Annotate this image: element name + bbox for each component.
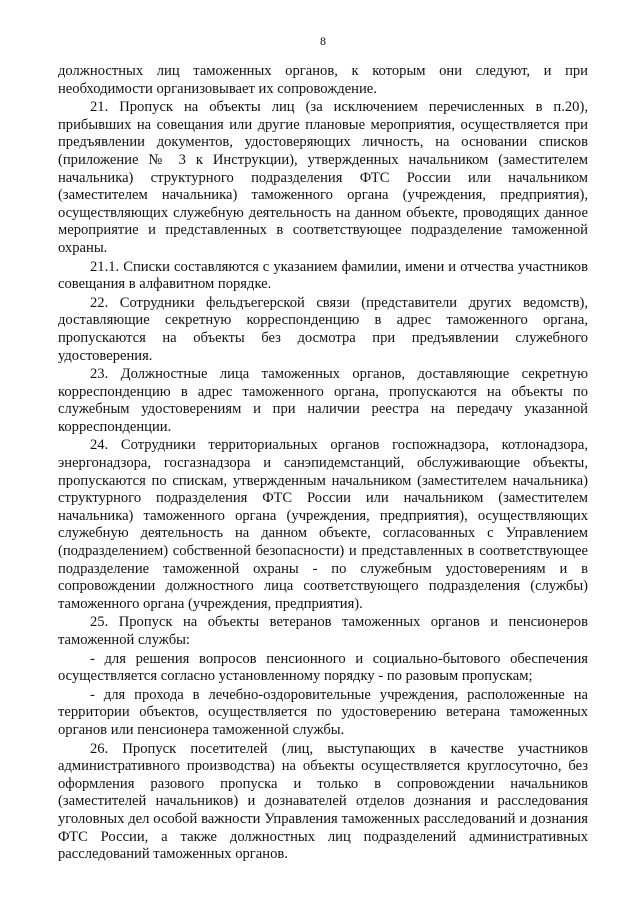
paragraph-25: 25. Пропуск на объекты ветеранов таможенных органов и пенсионеров таможенной службы: — [58, 614, 588, 648]
document-page — [58, 34, 588, 865]
paragraph-23: 23. Должностные лица таможенных органов, доставляющие секретную корреспонденцию в адрес таможенного органа, пропускаются на объекты по служебным удостоверениям и при наличии реестра на передачу указанной корреспонденции. — [58, 366, 588, 435]
document-body — [58, 63, 588, 864]
paragraph-continuation: должностных лиц таможенных органов, к которым они следуют, и при необходимости организовывает их сопровождение. — [58, 63, 588, 97]
paragraph-21: 21. Пропуск на объекты лиц (за исключением перечисленных в п.20), прибывших на совещания или другие плановые мероприятия, осуществляется при предъявлении документов, удостоверяющих личность, на основании списков (приложение № 3 к Инструкции), утвержденных начальником (заместителем начальника) структурного подразделения ФТС России или начальником (заместителем начальника) таможенного органа (учреждения, предприятия), осуществляющих служебную деятельность на данном объекте, проводящих данное мероприятие и представленных в соответствующее подразделение таможенной охраны. — [58, 99, 588, 256]
paragraph-25-item-2: - для прохода в лечебно-оздоровительные учреждения, расположенные на территории объектов, осуществляется по удостоверению ветерана таможенных органов или пенсионера таможенной службы. — [58, 686, 588, 738]
page-number: 8 — [320, 34, 326, 48]
paragraph-21-1: 21.1. Списки составляются с указанием фамилии, имени и отчества участников совещания в алфавитном порядке. — [58, 258, 588, 293]
paragraph-25-item-1: - для решения вопросов пенсионного и социально-бытового обеспечения осуществляется согласно установленному порядку - по разовым пропускам; — [58, 650, 588, 685]
paragraph-24: 24. Сотрудники территориальных органов госпожнадзора, котлонадзора, энергонадзора, госгазнадзора и санэпидемстанций, обслуживающие объекты, пропускаются по спискам, утвержденным начальником (заместителем начальника) структурного подразделения ФТС России или начальником (заместителем начальника) таможенного органа (учреждения, предприятия), осуществляющих служебную деятельность на данном объекте, согласованных с Управлением (подразделением) собственной безопасности) и представленных в соответствующее подразделение таможенной охраны - по служебным удостоверениям и в сопровождении должностного лица соответствующего подразделения (службы) таможенного органа (учреждения, предприятия). — [58, 437, 588, 612]
paragraph-22: 22. Сотрудники фельдъегерской связи (представители других ведомств), доставляющие секретную корреспонденцию в адрес таможенного органа, пропускаются на объекты без досмотра при предъявлении служебного удостоверения. — [58, 294, 588, 364]
paragraph-26: 26. Пропуск посетителей (лиц, выступающих в качестве участников административного производства) на объекты осуществляется круглосуточно, без оформления разового пропуска и только в сопровождении начальников (заместителей начальников) и дознавателей отделов дознания и расследования уголовных дел особой важности Управления таможенных расследований и дознания ФТС России, а также должностных лиц подразделений административных расследований таможенных органов. — [58, 740, 588, 863]
